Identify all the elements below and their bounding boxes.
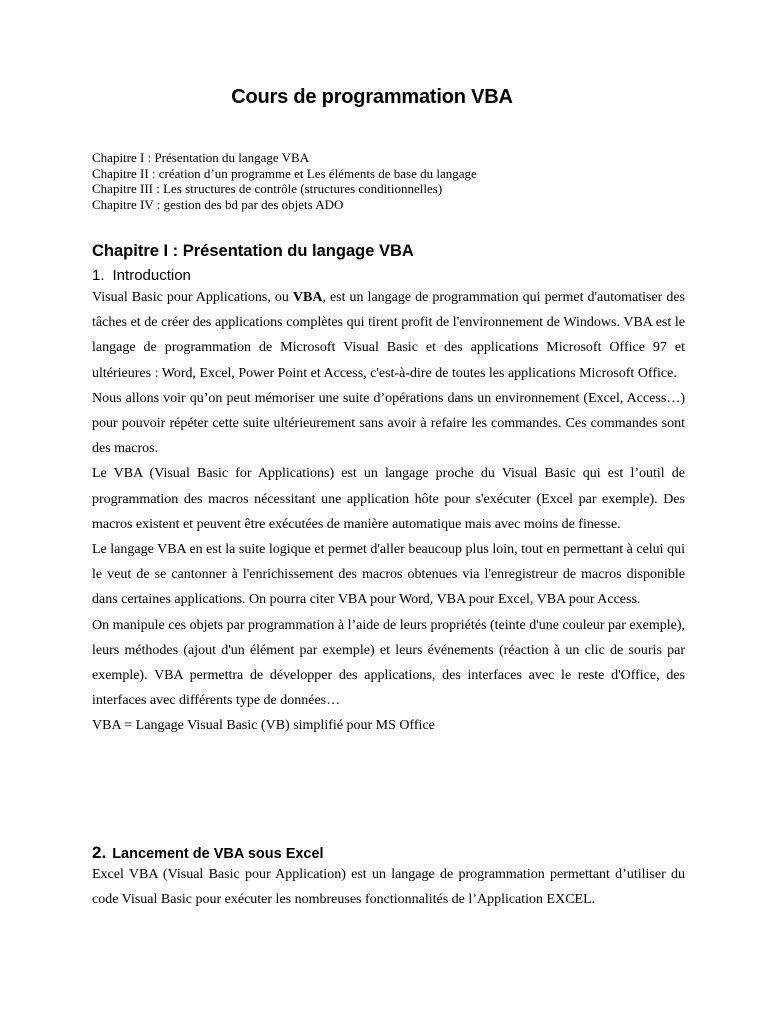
paragraph-4: Le langage VBA en est la suite logique et permet d'aller beaucoup plus loin, tout en permettant à celui qui le veut de se cantonner à l'enrichissement des macros obtenues via l'enregistreur de macros disponible dans certaines applications. On pourra citer VBA pour Word, VBA pour Excel, VBA pour Access. — [92, 542, 685, 608]
vba-bold-term: VBA — [292, 290, 323, 305]
chapter-1-heading: Chapitre I : Présentation du langage VBA — [92, 242, 414, 260]
section-2-number: 2. — [92, 843, 107, 862]
paragraph-5: On manipule ces objets par programmation à l’aide de leurs propriétés (teinte d'une couleur par exemple), leurs méthodes (ajout d'un élément par exemple) et leurs événements (réaction à un clic de souris par exemple). VBA permettra de développer des applications, des interfaces avec le reste d'Office, des interfaces avec différents type de données… — [92, 617, 685, 709]
section-1-body — [92, 285, 685, 739]
section-2-heading — [92, 843, 324, 863]
paragraph-1-rest: , est un langage de programmation qui permet d'automatiser des tâches et de créer des applications complètes qui tirent profit de l'environnement de Windows. VBA est le langage de programmation de Microsoft Visual Basic et des applications Microsoft Office 97 et ultérieures : Word, Excel, Power Point et Access, c'est-à-dire de toutes les applications Microsoft Office. — [92, 290, 685, 381]
paragraph-6: VBA = Langage Visual Basic (VB) simplifié pour MS Office — [92, 718, 435, 734]
section-2-paragraph-1: Excel VBA (Visual Basic pour Application) est un langage de programmation permettant d’utiliser du code Visual Basic pour exécuter les nombreuses fonctionnalités de l’Application EXCEL. — [92, 867, 685, 908]
toc-item-chapter-2: Chapitre II : création d’un programme et Les éléments de base du langage — [92, 165, 477, 181]
section-2-title: Lancement de VBA sous Excel — [112, 846, 324, 862]
paragraph-1-start: Visual Basic pour Applications, ou — [92, 290, 293, 305]
document-title: Cours de programmation VBA — [231, 86, 513, 108]
toc-item-chapter-4: Chapitre IV : gestion des bd par des objets ADO — [92, 196, 344, 212]
paragraph-2: Nous allons voir qu’on peut mémoriser une suite d’opérations dans un environnement (Excel, Access…) pour pouvoir répéter cette suite ultérieurement sans avoir à refaire les commandes. Ces commandes sont des macros. — [92, 390, 685, 457]
table-of-contents — [92, 150, 712, 212]
section-1-number: 1. — [92, 267, 105, 284]
toc-item-chapter-1: Chapitre I : Présentation du langage VBA — [92, 150, 310, 165]
paragraph-1 — [92, 285, 685, 386]
paragraph-3: Le VBA (Visual Basic for Applications) est un langage proche du Visual Basic qui est l’outil de programmation des macros nécessitant une application hôte pour s'exécuter (Excel par exemple). Des macros existent et peuvent être exécutées de manière automatique mais avec moins de finesse. — [92, 466, 685, 532]
section-2-body — [92, 862, 685, 912]
toc-item-chapter-3: Chapitre III : Les structures de contrôle (structures conditionnelles) — [92, 181, 443, 196]
section-1-title: Introduction — [112, 267, 191, 284]
section-1-heading — [92, 267, 191, 284]
